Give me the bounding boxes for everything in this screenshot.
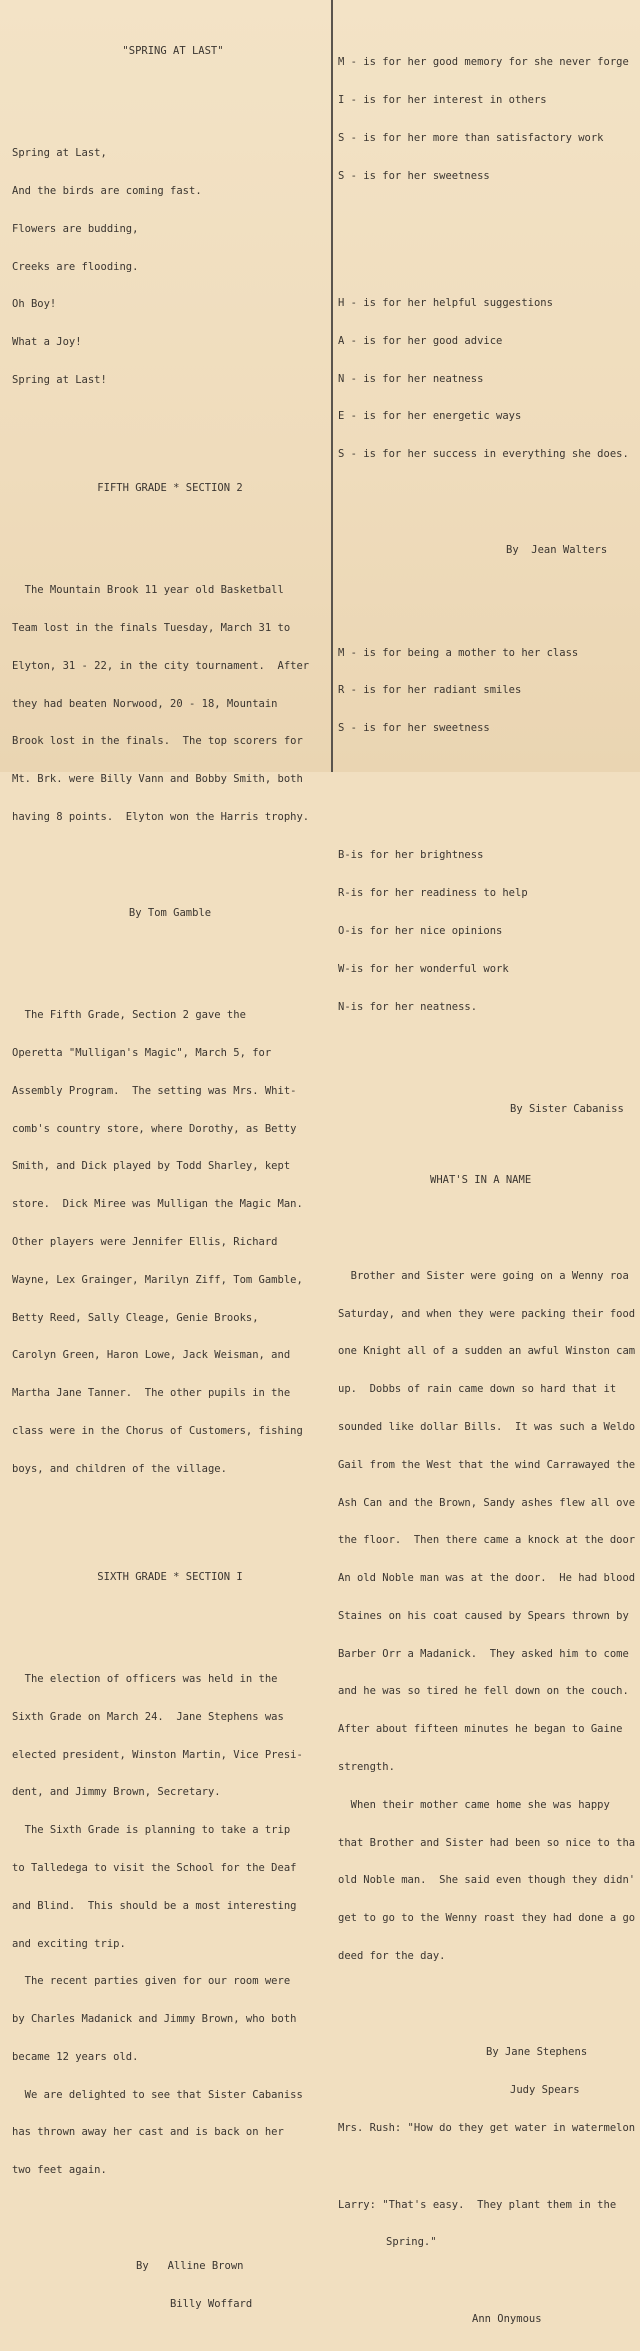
basketball-article bbox=[12, 559, 328, 849]
acrostic-line: M - is for her good memory for she never forge bbox=[338, 56, 629, 69]
article-line: Carolyn Green, Haron Lowe, Jack Weisman, and bbox=[12, 1349, 291, 1362]
story-line: the floor. Then there came a knock at the door bbox=[338, 1534, 636, 1547]
joke-byline: Ann Onymous bbox=[472, 2313, 542, 2326]
sixth-byline-1: By Alline Brown bbox=[136, 2260, 244, 2273]
acrostic-line: N-is for her neatness. bbox=[338, 1000, 478, 1013]
article-line: The Mountain Brook 11 year old Basketball bbox=[12, 584, 284, 597]
acrostic-byline-2: By Sister Cabaniss bbox=[510, 1102, 624, 1115]
story-line: sounded like dollar Bills. It was such a Weldo bbox=[338, 1420, 636, 1433]
story-byline-1: By Jane Stephens bbox=[486, 2046, 588, 2059]
article-line: The election of officers was held in the bbox=[12, 1673, 278, 1686]
poem-line: Spring at Last! bbox=[12, 374, 107, 387]
operetta-article bbox=[12, 984, 328, 1500]
basketball-byline: By Tom Gamble bbox=[128, 907, 212, 920]
story-line: deed for the day. bbox=[338, 1949, 446, 1962]
joke-line-3: Spring." bbox=[386, 2236, 437, 2249]
article-line: Other players were Jennifer Ellis, Richard bbox=[12, 1236, 278, 1249]
story-line: An old Noble man was at the door. He had blood bbox=[338, 1572, 636, 1585]
acrostic-line: R - is for her radiant smiles bbox=[338, 684, 522, 697]
story-line: get to go to the Wenny roast they had done a go bbox=[338, 1912, 636, 1925]
sixth-grade-heading: SIXTH GRADE * SECTION I bbox=[97, 1570, 243, 1583]
article-line: they had beaten Norwood, 20 - 18, Mountain bbox=[12, 697, 278, 710]
sixth-grade-article bbox=[12, 1648, 328, 2202]
story-line: Staines on his coat caused by Spears thrown by bbox=[338, 1609, 629, 1622]
whats-in-a-name-story bbox=[338, 1245, 640, 1988]
acrostic-hanes bbox=[338, 272, 640, 486]
poem-title: "SPRING AT LAST" bbox=[122, 45, 224, 58]
story-line: strength. bbox=[338, 1760, 395, 1773]
article-line: The recent parties given for our room were bbox=[12, 1975, 291, 1988]
poem-line: Creeks are flooding. bbox=[12, 260, 139, 273]
poem bbox=[12, 122, 328, 412]
story-byline-2: Judy Spears bbox=[510, 2083, 580, 2096]
acrostic-line: N - is for her neatness bbox=[338, 372, 484, 385]
article-line: boys, and children of the village. bbox=[12, 1462, 227, 1475]
story-line: up. Dobbs of rain came down so hard that it bbox=[338, 1383, 617, 1396]
acrostic-line: A - is for her good advice bbox=[338, 334, 503, 347]
article-line: We are delighted to see that Sister Cabaniss bbox=[12, 2088, 303, 2101]
poem-line: Spring at Last, bbox=[12, 147, 107, 160]
right-column bbox=[338, 6, 640, 2351]
poem-line: What a Joy! bbox=[12, 336, 82, 349]
fifth-grade-heading: FIFTH GRADE * SECTION 2 bbox=[97, 482, 243, 495]
article-line: has thrown away her cast and is back on her bbox=[12, 2126, 284, 2139]
article-line: Smith, and Dick played by Todd Sharley, kept bbox=[12, 1160, 291, 1173]
article-line: comb's country store, where Dorothy, as Betty bbox=[12, 1122, 297, 1135]
acrostic-mrs bbox=[338, 621, 640, 760]
joke-line-1: Mrs. Rush: "How do they get water in watermelon bbox=[338, 2121, 636, 2134]
acrostic-line: S - is for her sweetness bbox=[338, 169, 490, 182]
acrostic-line: R-is for her readiness to help bbox=[338, 887, 528, 900]
story-line: one Knight all of a sudden an awful Winston cam bbox=[338, 1345, 636, 1358]
joke-line-2: Larry: "That's easy. They plant them in the bbox=[338, 2198, 617, 2211]
article-line: Wayne, Lex Grainger, Marilyn Ziff, Tom Gamble, bbox=[12, 1273, 303, 1286]
story-line: that Brother and Sister had been so nice to tha bbox=[338, 1836, 636, 1849]
article-line: by Charles Madanick and Jimmy Brown, who both bbox=[12, 2013, 297, 2026]
article-line: dent, and Jimmy Brown, Secretary. bbox=[12, 1786, 221, 1799]
article-line: became 12 years old. bbox=[12, 2050, 139, 2063]
article-line: Betty Reed, Sally Cleage, Genie Brooks, bbox=[12, 1311, 259, 1324]
story-line: Ash Can and the Brown, Sandy ashes flew all ove bbox=[338, 1496, 636, 1509]
article-line: having 8 points. Elyton won the Harris trophy. bbox=[12, 811, 310, 824]
story-line: Brother and Sister were going on a Wenny roa bbox=[338, 1269, 629, 1282]
article-line: store. Dick Miree was Mulligan the Magic Man. bbox=[12, 1198, 303, 1211]
acrostic-line: M - is for being a mother to her class bbox=[338, 646, 579, 659]
acrostic-miss bbox=[338, 31, 640, 207]
article-line: two feet again. bbox=[12, 2164, 107, 2177]
story-line: and he was so tired he fell down on the couch. bbox=[338, 1685, 629, 1698]
article-line: Elyton, 31 - 22, in the city tournament. After bbox=[12, 659, 310, 672]
story-line: old Noble man. She said even though they didn' bbox=[338, 1874, 636, 1887]
acrostic-line: O-is for her nice opinions bbox=[338, 924, 503, 937]
acrostic-brown bbox=[338, 824, 640, 1038]
poem-line: Flowers are budding, bbox=[12, 222, 139, 235]
whats-in-a-name-heading: WHAT'S IN A NAME bbox=[430, 1173, 532, 1186]
acrostic-line: I - is for her interest in others bbox=[338, 94, 547, 107]
story-line: Saturday, and when they were packing their food bbox=[338, 1307, 636, 1320]
sixth-byline-2: Billy Woffard bbox=[170, 2298, 253, 2311]
story-line: Barber Orr a Madanick. They asked him to come bbox=[338, 1647, 629, 1660]
article-line: Operetta "Mulligan's Magic", March 5, for bbox=[12, 1047, 272, 1060]
story-line: Gail from the West that the wind Carrawayed the bbox=[338, 1458, 636, 1471]
acrostic-line: S - is for her more than satisfactory work bbox=[338, 131, 604, 144]
article-line: to Talledega to visit the School for the Deaf bbox=[12, 1861, 297, 1874]
acrostic-line: S - is for her success in everything she does. bbox=[338, 448, 629, 461]
article-line: class were in the Chorus of Customers, fishing bbox=[12, 1424, 303, 1437]
article-line: elected president, Winston Martin, Vice Presi- bbox=[12, 1748, 303, 1761]
poem-line: Oh Boy! bbox=[12, 298, 57, 311]
article-line: Mt. Brk. were Billy Vann and Bobby Smith, both bbox=[12, 773, 303, 786]
article-line: Assembly Program. The setting was Mrs. Whit- bbox=[12, 1084, 297, 1097]
article-line: The Sixth Grade is planning to take a trip bbox=[12, 1824, 291, 1837]
article-line: Team lost in the finals Tuesday, March 31 to bbox=[12, 622, 291, 635]
acrostic-line: B-is for her brightness bbox=[338, 849, 484, 862]
article-line: and exciting trip. bbox=[12, 1937, 126, 1950]
story-line: When their mother came home she was happy bbox=[338, 1798, 610, 1811]
poem-line: And the birds are coming fast. bbox=[12, 185, 202, 198]
acrostic-line: S - is for her sweetness bbox=[338, 722, 490, 735]
article-line: The Fifth Grade, Section 2 gave the bbox=[12, 1009, 246, 1022]
article-line: Brook lost in the finals. The top scorers for bbox=[12, 735, 303, 748]
story-line: After about fifteen minutes he began to Gaine bbox=[338, 1723, 623, 1736]
article-line: Martha Jane Tanner. The other pupils in the bbox=[12, 1387, 291, 1400]
article-line: Sixth Grade on March 24. Jane Stephens was bbox=[12, 1710, 284, 1723]
acrostic-line: E - is for her energetic ways bbox=[338, 410, 522, 423]
article-line: and Blind. This should be a most interesting bbox=[12, 1899, 297, 1912]
column-divider bbox=[331, 0, 333, 772]
acrostic-line: W-is for her wonderful work bbox=[338, 962, 509, 975]
acrostic-byline-1: By Jean Walters bbox=[506, 544, 608, 557]
left-column bbox=[12, 20, 328, 2336]
acrostic-line: H - is for her helpful suggestions bbox=[338, 297, 553, 310]
